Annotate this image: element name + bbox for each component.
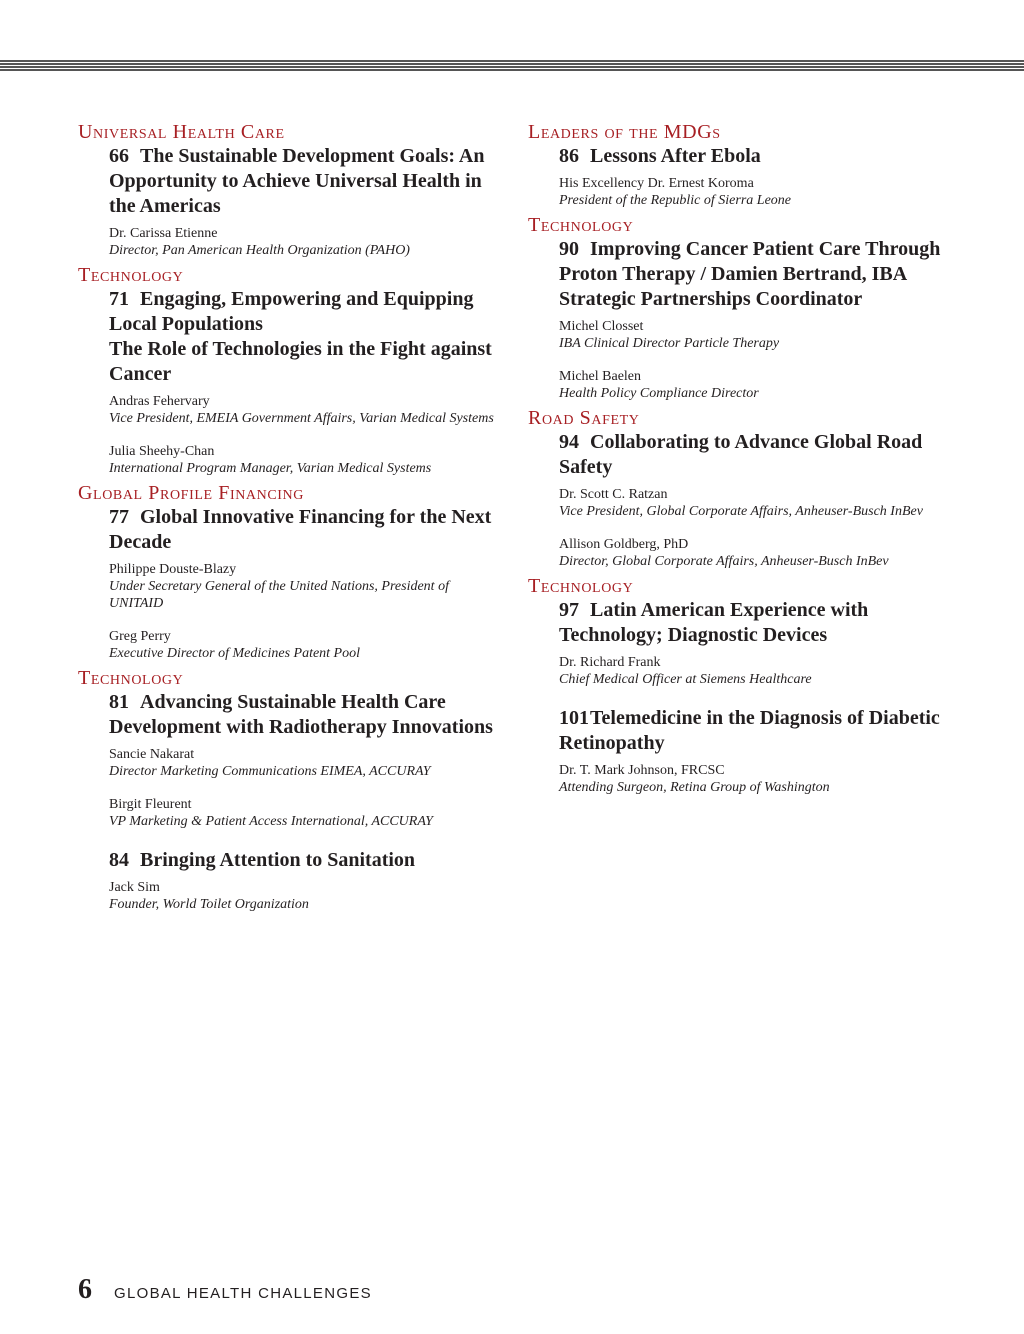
author-block bbox=[559, 536, 968, 570]
author-name: Michel Closset bbox=[559, 319, 644, 334]
entry-page-number: 97 bbox=[559, 599, 579, 621]
author-role: Vice President, EMEIA Government Affairs, Varian Medical Systems bbox=[109, 411, 494, 426]
entry-title-text: Global Innovative Financing for the Next Decade bbox=[109, 506, 492, 553]
entry-title-text: Bringing Attention to Sanitation bbox=[140, 849, 416, 871]
author-block bbox=[109, 796, 503, 830]
entry-title bbox=[109, 287, 503, 387]
author-block bbox=[109, 879, 503, 913]
author-role: Health Policy Compliance Director bbox=[559, 386, 759, 401]
entry-page-number: 84 bbox=[109, 849, 129, 871]
author-role: President of the Republic of Sierra Leone bbox=[559, 193, 791, 208]
toc-entry[interactable] bbox=[559, 706, 968, 796]
author-block bbox=[109, 393, 503, 427]
author-role: Chief Medical Officer at Siemens Healthcare bbox=[559, 672, 812, 687]
section-heading: Technology bbox=[528, 575, 634, 597]
entry-title-text: Telemedicine in the Diagnosis of Diabetic Retinopathy bbox=[559, 707, 940, 754]
author-block bbox=[109, 443, 503, 477]
toc-left-column bbox=[78, 120, 503, 917]
author-role: VP Marketing & Patient Access International, ACCURAY bbox=[109, 814, 433, 829]
author-role: International Program Manager, Varian Medical Systems bbox=[109, 461, 432, 476]
entry-title-text: Advancing Sustainable Health Care Development with Radiotherapy Innovations bbox=[109, 691, 493, 738]
author-name: Philippe Douste-Blazy bbox=[109, 562, 237, 577]
author-block bbox=[109, 561, 503, 612]
entry-title-text: Lessons After Ebola bbox=[590, 145, 761, 167]
header-rules bbox=[0, 60, 1024, 72]
author-name: Sancie Nakarat bbox=[109, 747, 195, 762]
entry-title bbox=[559, 430, 968, 480]
entry-page-number: 66 bbox=[109, 145, 129, 167]
author-name: His Excellency Dr. Ernest Koroma bbox=[559, 176, 754, 191]
author-block bbox=[559, 368, 968, 402]
author-role: Vice President, Global Corporate Affairs, Anheuser-Busch InBev bbox=[559, 504, 923, 519]
entry-title bbox=[109, 505, 503, 555]
entry-title bbox=[559, 237, 968, 312]
entry-title bbox=[559, 706, 968, 756]
author-name: Dr. Carissa Etienne bbox=[109, 226, 218, 241]
author-block bbox=[559, 762, 968, 796]
section-heading: Global Profile Financing bbox=[78, 482, 304, 504]
author-role: Director Marketing Communications EIMEA, ACCURAY bbox=[109, 764, 431, 779]
author-block bbox=[559, 318, 968, 352]
author-block bbox=[559, 486, 968, 520]
toc-entry[interactable] bbox=[559, 598, 968, 688]
toc-entry[interactable] bbox=[109, 848, 503, 913]
author-block bbox=[559, 654, 968, 688]
entry-title bbox=[109, 848, 503, 873]
entry-title-text: Latin American Experience with Technology; Diagnostic Devices bbox=[559, 599, 869, 646]
section-heading: Universal Health Care bbox=[78, 121, 285, 143]
author-block bbox=[109, 746, 503, 780]
entry-page-number: 77 bbox=[109, 506, 129, 528]
author-name: Birgit Fleurent bbox=[109, 797, 192, 812]
author-role: Executive Director of Medicines Patent Pool bbox=[109, 646, 361, 661]
section-heading: Technology bbox=[78, 667, 184, 689]
toc-entry[interactable] bbox=[109, 287, 503, 477]
author-role: Director, Global Corporate Affairs, Anheuser-Busch InBev bbox=[559, 554, 889, 569]
author-role: Director, Pan American Health Organization (PAHO) bbox=[109, 243, 410, 258]
entry-title-text: The Sustainable Development Goals: An Opportunity to Achieve Universal Health in the Americas bbox=[109, 145, 485, 217]
entry-title bbox=[559, 144, 968, 169]
toc-entry[interactable] bbox=[109, 505, 503, 662]
section-heading: Technology bbox=[528, 214, 634, 236]
author-name: Julia Sheehy-Chan bbox=[109, 444, 215, 459]
entry-page-number: 86 bbox=[559, 145, 579, 167]
entry-page-number: 81 bbox=[109, 691, 129, 713]
author-name: Jack Sim bbox=[109, 880, 160, 895]
entry-title-text: Improving Cancer Patient Care Through Proton Therapy / Damien Bertrand, IBA Strategic Partnerships Coordinator bbox=[559, 238, 941, 310]
entry-title bbox=[109, 690, 503, 740]
author-role: Founder, World Toilet Organization bbox=[109, 897, 309, 912]
author-name: Michel Baelen bbox=[559, 369, 642, 384]
author-block bbox=[559, 175, 968, 209]
author-name: Dr. T. Mark Johnson, FRCSC bbox=[559, 763, 725, 778]
entry-page-number: 101 bbox=[559, 707, 589, 729]
toc-entry[interactable] bbox=[559, 237, 968, 402]
entry-page-number: 94 bbox=[559, 431, 579, 453]
section-heading: Technology bbox=[78, 264, 184, 286]
author-block bbox=[109, 225, 503, 259]
author-role: Attending Surgeon, Retina Group of Washington bbox=[559, 780, 830, 795]
author-role: Under Secretary General of the United Nations, President of UNITAID bbox=[109, 579, 449, 611]
toc-right-column bbox=[528, 120, 968, 800]
author-block bbox=[109, 628, 503, 662]
author-role: IBA Clinical Director Particle Therapy bbox=[559, 336, 780, 351]
entry-page-number: 90 bbox=[559, 238, 579, 260]
entry-title-text: Engaging, Empowering and Equipping Local Populations The Role of Technologies in the Fight against Cancer bbox=[109, 288, 492, 385]
author-name: Greg Perry bbox=[109, 629, 171, 644]
entry-title bbox=[109, 144, 503, 219]
entry-title-text: Collaborating to Advance Global Road Safety bbox=[559, 431, 923, 478]
author-name: Dr. Richard Frank bbox=[559, 655, 661, 670]
entry-page-number: 71 bbox=[109, 288, 129, 310]
toc-entry[interactable] bbox=[109, 690, 503, 830]
author-name: Dr. Scott C. Ratzan bbox=[559, 487, 668, 502]
section-heading: Road Safety bbox=[528, 407, 640, 429]
page-number: 6 bbox=[78, 1274, 92, 1305]
page-footer bbox=[78, 1274, 372, 1306]
entry-title bbox=[559, 598, 968, 648]
toc-entry[interactable] bbox=[109, 144, 503, 259]
author-name: Allison Goldberg, PhD bbox=[559, 537, 689, 552]
toc-entry[interactable] bbox=[559, 144, 968, 209]
section-heading: Leaders of the MDGs bbox=[528, 121, 721, 143]
toc-entry[interactable] bbox=[559, 430, 968, 570]
author-name: Andras Fehervary bbox=[109, 394, 210, 409]
publication-title: GLOBAL HEALTH CHALLENGES bbox=[114, 1285, 372, 1302]
